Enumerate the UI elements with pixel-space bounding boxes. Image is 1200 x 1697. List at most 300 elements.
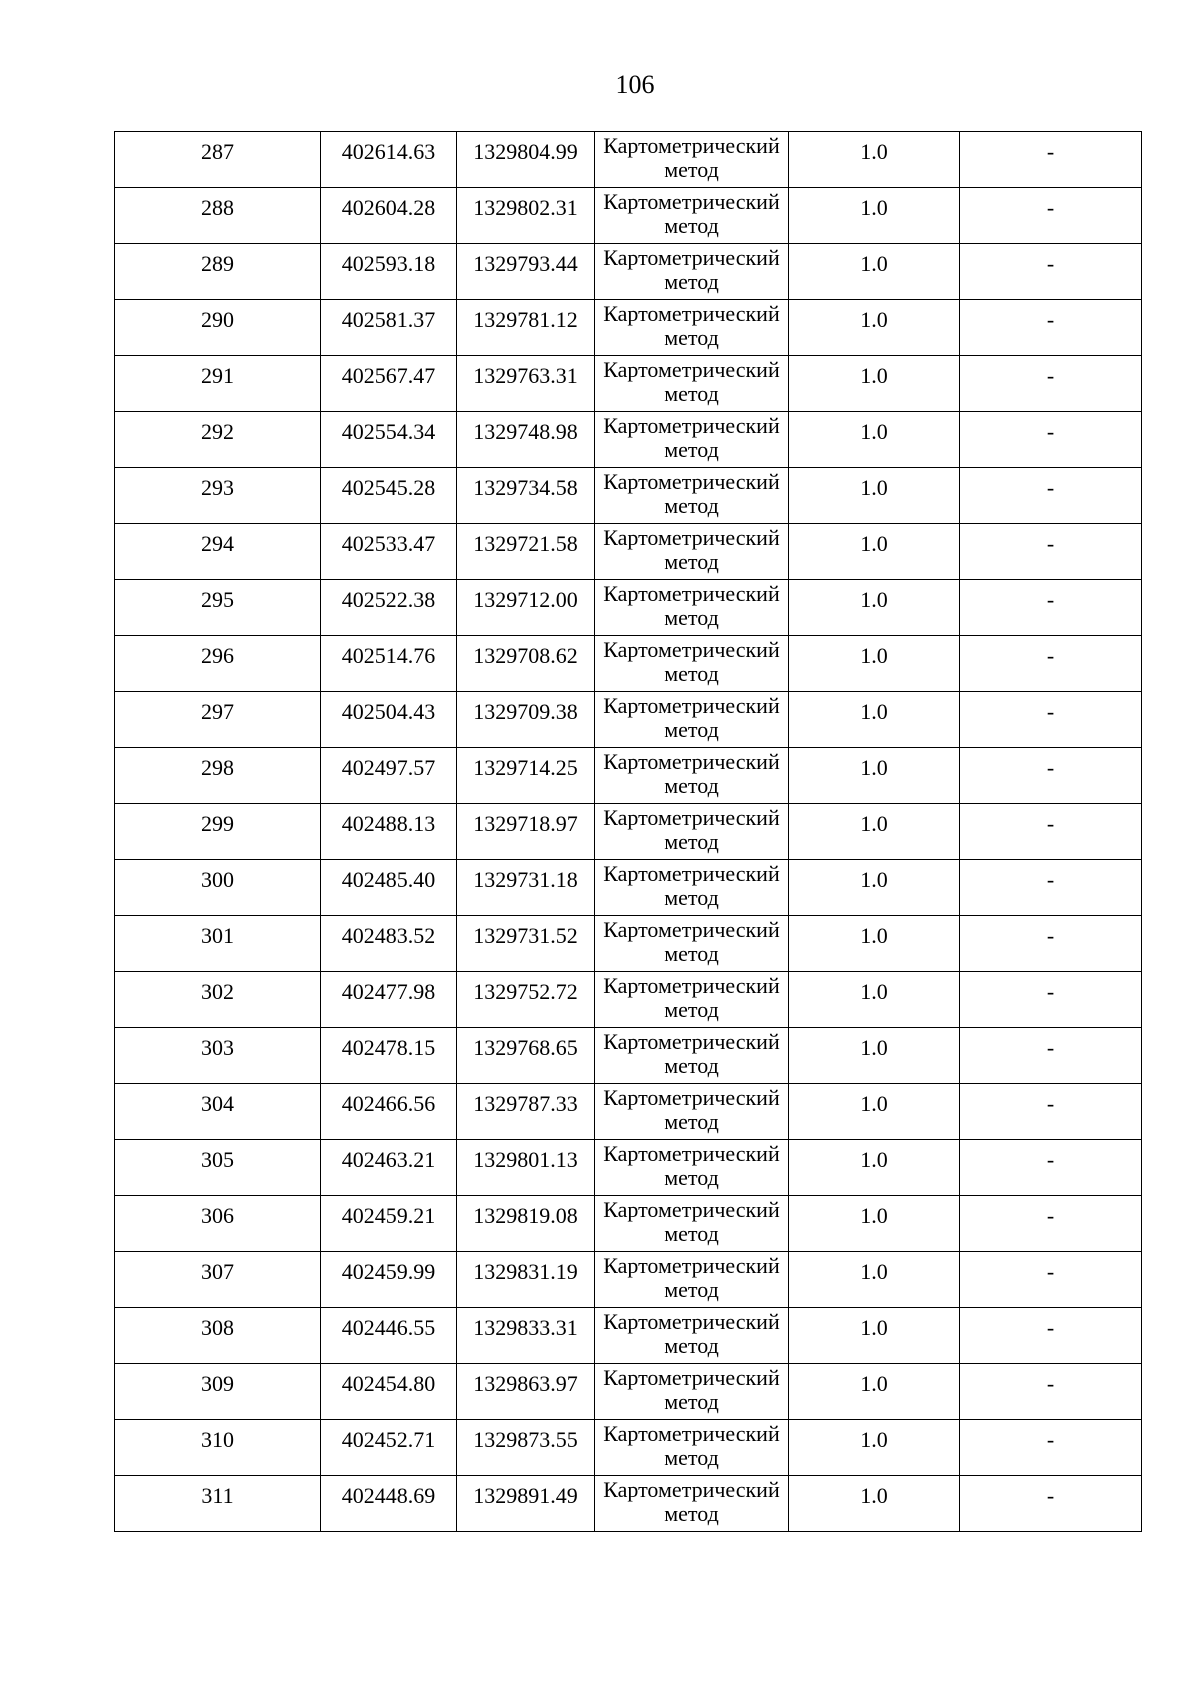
- point-number-cell: [115, 692, 321, 748]
- method-cell: [595, 468, 789, 524]
- point-number-text: 294: [201, 531, 234, 556]
- y-coordinate-text: 1329763.31: [473, 363, 578, 388]
- note-cell: [960, 1028, 1142, 1084]
- coordinates-table: [114, 131, 1142, 1532]
- point-number-text: 287: [201, 139, 234, 164]
- x-coordinate-text: 402446.55: [341, 1315, 436, 1340]
- table-row: [115, 412, 1142, 468]
- note-cell: [960, 1476, 1142, 1532]
- point-number-text: 302: [201, 979, 234, 1004]
- x-coordinate-cell: [321, 860, 457, 916]
- accuracy-cell: [789, 804, 960, 860]
- accuracy-text: 1.0: [860, 1035, 888, 1060]
- note-text: -: [1046, 419, 1055, 444]
- accuracy-text: 1.0: [860, 1091, 888, 1116]
- point-number-text: 293: [201, 475, 234, 500]
- x-coordinate-text: 402454.80: [341, 1371, 436, 1396]
- method-text: Картометрический метод: [603, 1309, 780, 1358]
- method-cell: [595, 244, 789, 300]
- point-number-text: 288: [201, 195, 234, 220]
- method-text: Картометрический метод: [603, 1477, 780, 1526]
- point-number-cell: [115, 132, 321, 188]
- y-coordinate-cell: [457, 860, 595, 916]
- accuracy-text: 1.0: [860, 923, 888, 948]
- accuracy-cell: [789, 972, 960, 1028]
- x-coordinate-cell: [321, 1084, 457, 1140]
- point-number-cell: [115, 1196, 321, 1252]
- method-text: Картометрический метод: [603, 357, 780, 406]
- note-cell: [960, 972, 1142, 1028]
- method-cell: [595, 132, 789, 188]
- y-coordinate-cell: [457, 356, 595, 412]
- x-coordinate-cell: [321, 1196, 457, 1252]
- table-row: [115, 804, 1142, 860]
- table-row: [115, 1252, 1142, 1308]
- x-coordinate-cell: [321, 524, 457, 580]
- point-number-text: 301: [201, 923, 234, 948]
- point-number-cell: [115, 916, 321, 972]
- note-cell: [960, 636, 1142, 692]
- y-coordinate-text: 1329863.97: [473, 1371, 578, 1396]
- method-cell: [595, 916, 789, 972]
- note-cell: [960, 580, 1142, 636]
- accuracy-cell: [789, 860, 960, 916]
- point-number-text: 298: [201, 755, 234, 780]
- accuracy-cell: [789, 300, 960, 356]
- method-cell: [595, 1028, 789, 1084]
- y-coordinate-text: 1329734.58: [473, 475, 578, 500]
- point-number-cell: [115, 244, 321, 300]
- y-coordinate-cell: [457, 692, 595, 748]
- point-number-cell: [115, 356, 321, 412]
- table-row: [115, 468, 1142, 524]
- note-text: -: [1046, 1483, 1055, 1508]
- y-coordinate-cell: [457, 636, 595, 692]
- point-number-cell: [115, 412, 321, 468]
- method-cell: [595, 692, 789, 748]
- accuracy-cell: [789, 1308, 960, 1364]
- x-coordinate-text: 402604.28: [341, 195, 436, 220]
- method-cell: [595, 804, 789, 860]
- x-coordinate-cell: [321, 1476, 457, 1532]
- y-coordinate-cell: [457, 916, 595, 972]
- note-text: -: [1046, 1371, 1055, 1396]
- y-coordinate-text: 1329873.55: [473, 1427, 578, 1452]
- y-coordinate-text: 1329781.12: [473, 307, 578, 332]
- point-number-text: 309: [201, 1371, 234, 1396]
- note-text: -: [1046, 475, 1055, 500]
- x-coordinate-text: 402593.18: [341, 251, 436, 276]
- accuracy-text: 1.0: [860, 699, 888, 724]
- table-row: [115, 244, 1142, 300]
- method-cell: [595, 860, 789, 916]
- point-number-cell: [115, 860, 321, 916]
- note-cell: [960, 748, 1142, 804]
- point-number-cell: [115, 748, 321, 804]
- point-number-cell: [115, 1364, 321, 1420]
- table-row: [115, 692, 1142, 748]
- x-coordinate-cell: [321, 1308, 457, 1364]
- accuracy-text: 1.0: [860, 1259, 888, 1284]
- method-cell: [595, 356, 789, 412]
- method-text: Картометрический метод: [603, 805, 780, 854]
- note-cell: [960, 412, 1142, 468]
- method-cell: [595, 524, 789, 580]
- point-number-text: 311: [201, 1483, 234, 1508]
- accuracy-text: 1.0: [860, 811, 888, 836]
- x-coordinate-cell: [321, 1028, 457, 1084]
- x-coordinate-cell: [321, 972, 457, 1028]
- point-number-text: 299: [201, 811, 234, 836]
- note-text: -: [1046, 1035, 1055, 1060]
- x-coordinate-cell: [321, 412, 457, 468]
- x-coordinate-cell: [321, 804, 457, 860]
- y-coordinate-text: 1329802.31: [473, 195, 578, 220]
- accuracy-cell: [789, 1364, 960, 1420]
- coordinates-table-body: [115, 132, 1142, 1532]
- method-text: Картометрический метод: [603, 917, 780, 966]
- note-text: -: [1046, 1091, 1055, 1116]
- note-text: -: [1046, 363, 1055, 388]
- method-text: Картометрический метод: [603, 189, 780, 238]
- point-number-text: 303: [201, 1035, 234, 1060]
- note-cell: [960, 1196, 1142, 1252]
- y-coordinate-cell: [457, 1308, 595, 1364]
- method-text: Картометрический метод: [603, 637, 780, 686]
- x-coordinate-text: 402581.37: [341, 307, 436, 332]
- y-coordinate-cell: [457, 748, 595, 804]
- y-coordinate-cell: [457, 1420, 595, 1476]
- point-number-cell: [115, 1140, 321, 1196]
- accuracy-cell: [789, 1196, 960, 1252]
- method-cell: [595, 1084, 789, 1140]
- note-cell: [960, 468, 1142, 524]
- point-number-text: 289: [201, 251, 234, 276]
- x-coordinate-text: 402477.98: [341, 979, 436, 1004]
- method-text: Картометрический метод: [603, 581, 780, 630]
- x-coordinate-text: 402514.76: [341, 643, 436, 668]
- note-cell: [960, 1252, 1142, 1308]
- table-row: [115, 580, 1142, 636]
- y-coordinate-cell: [457, 972, 595, 1028]
- method-text: Картометрический метод: [603, 133, 780, 182]
- accuracy-cell: [789, 132, 960, 188]
- table-row: [115, 524, 1142, 580]
- note-text: -: [1046, 755, 1055, 780]
- table-row: [115, 1308, 1142, 1364]
- table-row: [115, 356, 1142, 412]
- x-coordinate-text: 402448.69: [341, 1483, 436, 1508]
- note-cell: [960, 916, 1142, 972]
- accuracy-cell: [789, 692, 960, 748]
- x-coordinate-text: 402545.28: [341, 475, 436, 500]
- method-text: Картометрический метод: [603, 973, 780, 1022]
- accuracy-text: 1.0: [860, 587, 888, 612]
- accuracy-text: 1.0: [860, 1147, 888, 1172]
- table-row: [115, 132, 1142, 188]
- note-cell: [960, 132, 1142, 188]
- accuracy-cell: [789, 468, 960, 524]
- method-cell: [595, 636, 789, 692]
- note-text: -: [1046, 643, 1055, 668]
- note-text: -: [1046, 251, 1055, 276]
- accuracy-cell: [789, 524, 960, 580]
- x-coordinate-text: 402567.47: [341, 363, 436, 388]
- method-cell: [595, 1476, 789, 1532]
- method-text: Картометрический метод: [603, 245, 780, 294]
- accuracy-cell: [789, 580, 960, 636]
- accuracy-cell: [789, 356, 960, 412]
- accuracy-text: 1.0: [860, 755, 888, 780]
- point-number-text: 296: [201, 643, 234, 668]
- accuracy-cell: [789, 1252, 960, 1308]
- y-coordinate-cell: [457, 1364, 595, 1420]
- table-row: [115, 636, 1142, 692]
- x-coordinate-cell: [321, 188, 457, 244]
- y-coordinate-text: 1329801.13: [473, 1147, 578, 1172]
- accuracy-cell: [789, 412, 960, 468]
- x-coordinate-cell: [321, 300, 457, 356]
- method-text: Картометрический метод: [603, 469, 780, 518]
- note-cell: [960, 1140, 1142, 1196]
- method-text: Картометрический метод: [603, 301, 780, 350]
- accuracy-text: 1.0: [860, 1315, 888, 1340]
- accuracy-cell: [789, 1476, 960, 1532]
- note-text: -: [1046, 531, 1055, 556]
- y-coordinate-cell: [457, 1028, 595, 1084]
- point-number-cell: [115, 1308, 321, 1364]
- point-number-cell: [115, 1420, 321, 1476]
- method-cell: [595, 1140, 789, 1196]
- y-coordinate-cell: [457, 188, 595, 244]
- accuracy-cell: [789, 916, 960, 972]
- note-cell: [960, 244, 1142, 300]
- accuracy-text: 1.0: [860, 139, 888, 164]
- note-cell: [960, 524, 1142, 580]
- method-text: Картометрический метод: [603, 1141, 780, 1190]
- x-coordinate-cell: [321, 132, 457, 188]
- y-coordinate-text: 1329731.52: [473, 923, 578, 948]
- note-cell: [960, 692, 1142, 748]
- method-text: Картометрический метод: [603, 413, 780, 462]
- note-text: -: [1046, 811, 1055, 836]
- point-number-text: 292: [201, 419, 234, 444]
- y-coordinate-text: 1329833.31: [473, 1315, 578, 1340]
- y-coordinate-text: 1329804.99: [473, 139, 578, 164]
- accuracy-text: 1.0: [860, 979, 888, 1004]
- x-coordinate-text: 402504.43: [341, 699, 436, 724]
- point-number-text: 305: [201, 1147, 234, 1172]
- point-number-cell: [115, 580, 321, 636]
- table-row: [115, 300, 1142, 356]
- y-coordinate-text: 1329787.33: [473, 1091, 578, 1116]
- x-coordinate-cell: [321, 580, 457, 636]
- point-number-cell: [115, 300, 321, 356]
- x-coordinate-text: 402488.13: [341, 811, 436, 836]
- accuracy-text: 1.0: [860, 307, 888, 332]
- y-coordinate-text: 1329748.98: [473, 419, 578, 444]
- y-coordinate-cell: [457, 1476, 595, 1532]
- y-coordinate-cell: [457, 580, 595, 636]
- point-number-cell: [115, 1252, 321, 1308]
- method-cell: [595, 1364, 789, 1420]
- point-number-cell: [115, 188, 321, 244]
- point-number-cell: [115, 804, 321, 860]
- table-row: [115, 916, 1142, 972]
- note-cell: [960, 356, 1142, 412]
- point-number-text: 306: [201, 1203, 234, 1228]
- method-text: Картометрический метод: [603, 1029, 780, 1078]
- accuracy-cell: [789, 1140, 960, 1196]
- table-row: [115, 1084, 1142, 1140]
- note-text: -: [1046, 307, 1055, 332]
- accuracy-cell: [789, 1084, 960, 1140]
- point-number-cell: [115, 524, 321, 580]
- method-cell: [595, 1196, 789, 1252]
- note-cell: [960, 300, 1142, 356]
- method-cell: [595, 972, 789, 1028]
- point-number-text: 300: [201, 867, 234, 892]
- note-cell: [960, 1308, 1142, 1364]
- note-text: -: [1046, 867, 1055, 892]
- point-number-text: 304: [201, 1091, 234, 1116]
- accuracy-text: 1.0: [860, 363, 888, 388]
- accuracy-text: 1.0: [860, 531, 888, 556]
- table-row: [115, 1196, 1142, 1252]
- table-row: [115, 1476, 1142, 1532]
- accuracy-text: 1.0: [860, 195, 888, 220]
- note-cell: [960, 1364, 1142, 1420]
- method-cell: [595, 580, 789, 636]
- point-number-cell: [115, 1028, 321, 1084]
- page-number: 106: [615, 70, 655, 99]
- accuracy-cell: [789, 636, 960, 692]
- y-coordinate-text: 1329731.18: [473, 867, 578, 892]
- x-coordinate-text: 402483.52: [341, 923, 436, 948]
- y-coordinate-cell: [457, 524, 595, 580]
- method-cell: [595, 1420, 789, 1476]
- point-number-text: 310: [201, 1427, 234, 1452]
- accuracy-text: 1.0: [860, 251, 888, 276]
- accuracy-text: 1.0: [860, 475, 888, 500]
- x-coordinate-cell: [321, 1140, 457, 1196]
- x-coordinate-text: 402614.63: [341, 139, 436, 164]
- accuracy-text: 1.0: [860, 1203, 888, 1228]
- y-coordinate-text: 1329793.44: [473, 251, 578, 276]
- method-text: Картометрический метод: [603, 693, 780, 742]
- note-cell: [960, 188, 1142, 244]
- point-number-cell: [115, 1476, 321, 1532]
- method-text: Картометрический метод: [603, 1253, 780, 1302]
- point-number-text: 295: [201, 587, 234, 612]
- accuracy-cell: [789, 188, 960, 244]
- note-text: -: [1046, 1427, 1055, 1452]
- point-number-text: 308: [201, 1315, 234, 1340]
- y-coordinate-text: 1329709.38: [473, 699, 578, 724]
- method-text: Картометрический метод: [603, 1421, 780, 1470]
- note-text: -: [1046, 1203, 1055, 1228]
- y-coordinate-text: 1329712.00: [473, 587, 578, 612]
- accuracy-cell: [789, 244, 960, 300]
- point-number-cell: [115, 636, 321, 692]
- accuracy-text: 1.0: [860, 1371, 888, 1396]
- x-coordinate-text: 402478.15: [341, 1035, 436, 1060]
- y-coordinate-cell: [457, 468, 595, 524]
- x-coordinate-text: 402522.38: [341, 587, 436, 612]
- x-coordinate-cell: [321, 692, 457, 748]
- accuracy-text: 1.0: [860, 419, 888, 444]
- method-text: Картометрический метод: [603, 749, 780, 798]
- y-coordinate-cell: [457, 300, 595, 356]
- x-coordinate-text: 402459.99: [341, 1259, 436, 1284]
- x-coordinate-text: 402533.47: [341, 531, 436, 556]
- point-number-text: 291: [201, 363, 234, 388]
- note-cell: [960, 1420, 1142, 1476]
- note-text: -: [1046, 1147, 1055, 1172]
- x-coordinate-cell: [321, 356, 457, 412]
- x-coordinate-cell: [321, 468, 457, 524]
- note-text: -: [1046, 1315, 1055, 1340]
- note-text: -: [1046, 923, 1055, 948]
- table-row: [115, 1364, 1142, 1420]
- y-coordinate-cell: [457, 804, 595, 860]
- x-coordinate-text: 402463.21: [341, 1147, 436, 1172]
- accuracy-cell: [789, 1028, 960, 1084]
- method-text: Картометрический метод: [603, 1365, 780, 1414]
- y-coordinate-cell: [457, 244, 595, 300]
- note-cell: [960, 804, 1142, 860]
- table-row: [115, 1028, 1142, 1084]
- x-coordinate-text: 402554.34: [341, 419, 436, 444]
- y-coordinate-cell: [457, 1252, 595, 1308]
- table-row: [115, 972, 1142, 1028]
- accuracy-cell: [789, 748, 960, 804]
- x-coordinate-cell: [321, 748, 457, 804]
- note-text: -: [1046, 195, 1055, 220]
- method-text: Картометрический метод: [603, 525, 780, 574]
- note-text: -: [1046, 979, 1055, 1004]
- accuracy-text: 1.0: [860, 1483, 888, 1508]
- note-text: -: [1046, 1259, 1055, 1284]
- y-coordinate-cell: [457, 132, 595, 188]
- x-coordinate-cell: [321, 1420, 457, 1476]
- y-coordinate-text: 1329718.97: [473, 811, 578, 836]
- point-number-text: 290: [201, 307, 234, 332]
- point-number-cell: [115, 972, 321, 1028]
- note-text: -: [1046, 587, 1055, 612]
- note-text: -: [1046, 139, 1055, 164]
- point-number-cell: [115, 468, 321, 524]
- x-coordinate-cell: [321, 244, 457, 300]
- x-coordinate-cell: [321, 1364, 457, 1420]
- x-coordinate-text: 402485.40: [341, 867, 436, 892]
- x-coordinate-text: 402459.21: [341, 1203, 436, 1228]
- table-row: [115, 1420, 1142, 1476]
- table-row: [115, 748, 1142, 804]
- method-text: Картометрический метод: [603, 861, 780, 910]
- y-coordinate-text: 1329891.49: [473, 1483, 578, 1508]
- y-coordinate-cell: [457, 412, 595, 468]
- note-text: -: [1046, 699, 1055, 724]
- point-number-text: 297: [201, 699, 234, 724]
- y-coordinate-text: 1329714.25: [473, 755, 578, 780]
- accuracy-text: 1.0: [860, 643, 888, 668]
- x-coordinate-cell: [321, 636, 457, 692]
- method-cell: [595, 1252, 789, 1308]
- y-coordinate-text: 1329768.65: [473, 1035, 578, 1060]
- method-text: Картометрический метод: [603, 1197, 780, 1246]
- method-cell: [595, 300, 789, 356]
